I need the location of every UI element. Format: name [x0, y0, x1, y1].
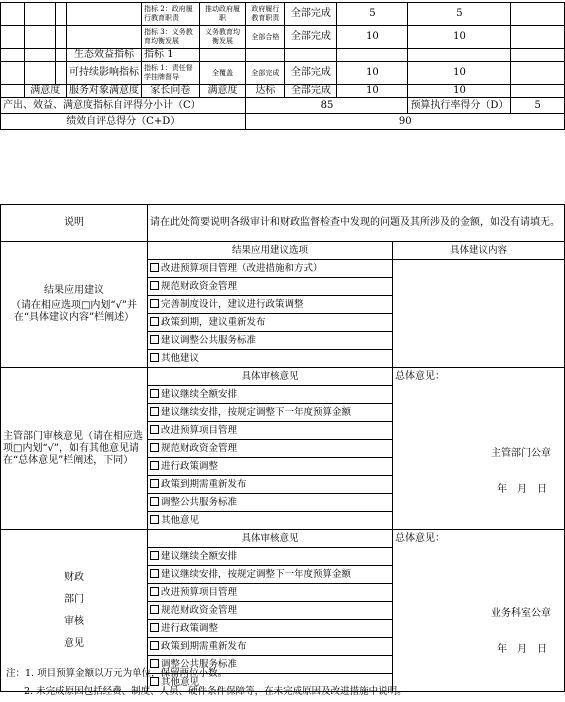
results-label: 结果应用建议 — [44, 285, 104, 296]
target-cell: 义务教育均衡发展 — [199, 26, 246, 49]
results-option[interactable]: 改进预算项目管理（改进措施和方式） — [148, 260, 392, 278]
checkbox-icon[interactable] — [150, 461, 159, 470]
checkbox-icon[interactable] — [150, 623, 159, 632]
score-cell: 10 — [408, 85, 511, 98]
dept-option[interactable]: 政策到期需重新发布 — [148, 476, 392, 494]
dept-overall-label: 总体意见： — [395, 371, 445, 382]
dept-option[interactable]: 建议继续安排，按规定调整下一年度预算金额 — [148, 404, 392, 422]
explain-label: 说明 — [1, 205, 148, 242]
finance-option[interactable]: 其他意见 — [148, 674, 392, 691]
finance-option[interactable]: 进行政策调整 — [148, 620, 392, 638]
finance-overall[interactable] — [393, 530, 565, 692]
explain-text: 请在此处简要说明各级审计和财政监督检查中发现的问题及其所涉及的金额，如没有请填无。 — [148, 205, 565, 242]
results-detail[interactable] — [393, 242, 565, 368]
performance-table — [0, 2, 565, 130]
finance-header: 具体审核意见 — [148, 530, 392, 548]
finance-label: 财政 部门 审核 意见 — [1, 530, 148, 692]
results-option[interactable]: 其他建议 — [148, 350, 392, 367]
target-cell: 满意度 — [199, 85, 246, 98]
results-option[interactable]: 规范财政资金管理 — [148, 278, 392, 296]
finance-seal: 业务科室公章 — [491, 608, 551, 619]
completion-cell: 全部完成 — [285, 85, 337, 98]
checkbox-icon[interactable] — [150, 605, 159, 614]
finance-date: 年 月 日 — [497, 644, 547, 655]
dept-options — [148, 368, 393, 530]
subtotal-value: 85 — [246, 98, 408, 114]
dept-row — [1, 368, 565, 530]
subtotal-label: 产出、效益、满意度指标自评得分小计（C） — [1, 98, 246, 114]
finance-option[interactable]: 规范财政资金管理 — [148, 602, 392, 620]
results-label-cell — [1, 242, 148, 368]
checkbox-icon[interactable] — [150, 551, 159, 560]
score-cell: 10 — [408, 62, 511, 85]
perf-row — [1, 62, 565, 85]
finance-option[interactable]: 政策到期需重新发布 — [148, 638, 392, 656]
finance-option[interactable]: 改进预算项目管理 — [148, 584, 392, 602]
checkbox-icon[interactable] — [150, 263, 159, 272]
results-options — [148, 242, 393, 368]
checkbox-icon[interactable] — [150, 407, 159, 416]
perf-row — [1, 26, 565, 49]
total-value: 90 — [246, 114, 565, 130]
category-cell: 满意度 — [24, 85, 66, 98]
checkbox-icon[interactable] — [150, 569, 159, 578]
dept-option[interactable]: 进行政策调整 — [148, 458, 392, 476]
finance-option[interactable]: 建议继续全额安排 — [148, 548, 392, 566]
indicator-cell: 指标 1 — [142, 49, 200, 62]
dept-date: 年 月 日 — [497, 484, 547, 495]
indicator-cell: 家长问卷 — [142, 85, 200, 98]
checkbox-icon[interactable] — [150, 335, 159, 344]
checkbox-icon[interactable] — [150, 425, 159, 434]
perf-row — [1, 85, 565, 98]
total-row — [1, 114, 565, 130]
dept-seal: 主管部门公章 — [491, 448, 551, 459]
completion-cell: 全部完成 — [285, 3, 337, 26]
results-option[interactable]: 政策到期，建议重新发布 — [148, 314, 392, 332]
completion-cell: 全部完成 — [285, 26, 337, 49]
indicator-cell: 指标 2：政府履行教育职责 — [142, 3, 200, 26]
explain-row — [1, 205, 565, 242]
perf-row — [1, 49, 565, 62]
checkbox-icon[interactable] — [150, 479, 159, 488]
current-cell: 政府履行教育职责 — [246, 3, 285, 26]
indicator-cell: 指标 1：责任督学挂牌督导 — [142, 62, 200, 85]
checkbox-icon[interactable] — [150, 587, 159, 596]
results-option[interactable]: 完善制度设计，建议进行政策调整 — [148, 296, 392, 314]
finance-overall-label: 总体意见： — [395, 533, 445, 544]
results-hint: （请在相应选项□内划“√”并在“具体建议内容”栏阐述） — [10, 300, 138, 323]
results-option[interactable]: 建议调整公共服务标准 — [148, 332, 392, 350]
indicator-cell: 指标 3：义务教育均衡发展 — [142, 26, 200, 49]
target-cell: 推动政府履职 — [199, 3, 246, 26]
detail-header: 具体建议内容 — [393, 242, 564, 260]
completion-cell: 全部完成 — [285, 62, 337, 85]
checkbox-icon[interactable] — [150, 497, 159, 506]
checkbox-icon[interactable] — [150, 299, 159, 308]
finance-option[interactable]: 建议继续安排，按规定调整下一年度预算金额 — [148, 566, 392, 584]
budget-label: 预算执行率得分（D） — [408, 98, 511, 114]
checkbox-icon[interactable] — [150, 641, 159, 650]
current-cell: 全部合格 — [246, 26, 285, 49]
weight-cell: 10 — [337, 85, 408, 98]
perf-row — [1, 3, 565, 26]
weight-cell: 5 — [337, 3, 408, 26]
score-cell: 10 — [408, 26, 511, 49]
checkbox-icon[interactable] — [150, 317, 159, 326]
footnote: 注：1. 项目预算金额以万元为单位，保留两位小数。 — [6, 668, 228, 679]
footnote: 2. 未完成原因包括经费、制度、人员、硬件条件保障等，在未完成原因及改进措施中说明。 — [24, 686, 407, 697]
dept-header: 具体审核意见 — [148, 368, 392, 386]
results-row — [1, 242, 565, 368]
footnotes — [6, 665, 407, 701]
subtotal-row — [1, 98, 565, 114]
dept-label: 主管部门审核意见（请在相应选项□内划“√”，如有其他意见请在“总体意见”栏阐述，下同） — [1, 368, 148, 530]
budget-value: 5 — [511, 98, 565, 114]
target-cell: 全覆盖 — [199, 62, 246, 85]
checkbox-icon[interactable] — [150, 281, 159, 290]
dept-option[interactable]: 调整公共服务标准 — [148, 494, 392, 512]
subcategory-cell: 可持续影响指标 — [66, 62, 141, 85]
checkbox-icon[interactable] — [150, 389, 159, 398]
checkbox-icon[interactable] — [150, 353, 159, 362]
weight-cell: 10 — [337, 62, 408, 85]
checkbox-icon[interactable] — [150, 515, 159, 524]
dept-option[interactable]: 其他意见 — [148, 512, 392, 529]
subcategory-cell: 生态效益指标 — [66, 49, 141, 62]
weight-cell: 10 — [337, 26, 408, 49]
subcategory-cell: 服务对象满意度 — [66, 85, 141, 98]
dept-option[interactable]: 建议继续全额安排 — [148, 386, 392, 404]
dept-overall[interactable] — [393, 368, 565, 530]
dept-option[interactable]: 规范财政资金管理 — [148, 440, 392, 458]
results-header: 结果应用建议选项 — [148, 242, 392, 260]
score-cell: 5 — [408, 3, 511, 26]
current-cell: 达标 — [246, 85, 285, 98]
review-table — [0, 204, 565, 692]
total-label: 绩效自评总得分（C+D） — [1, 114, 246, 130]
dept-option[interactable]: 改进预算项目管理 — [148, 422, 392, 440]
finance-option[interactable]: 调整公共服务标准 — [148, 656, 392, 674]
current-cell: 全部完成 — [246, 62, 285, 85]
checkbox-icon[interactable] — [150, 443, 159, 452]
